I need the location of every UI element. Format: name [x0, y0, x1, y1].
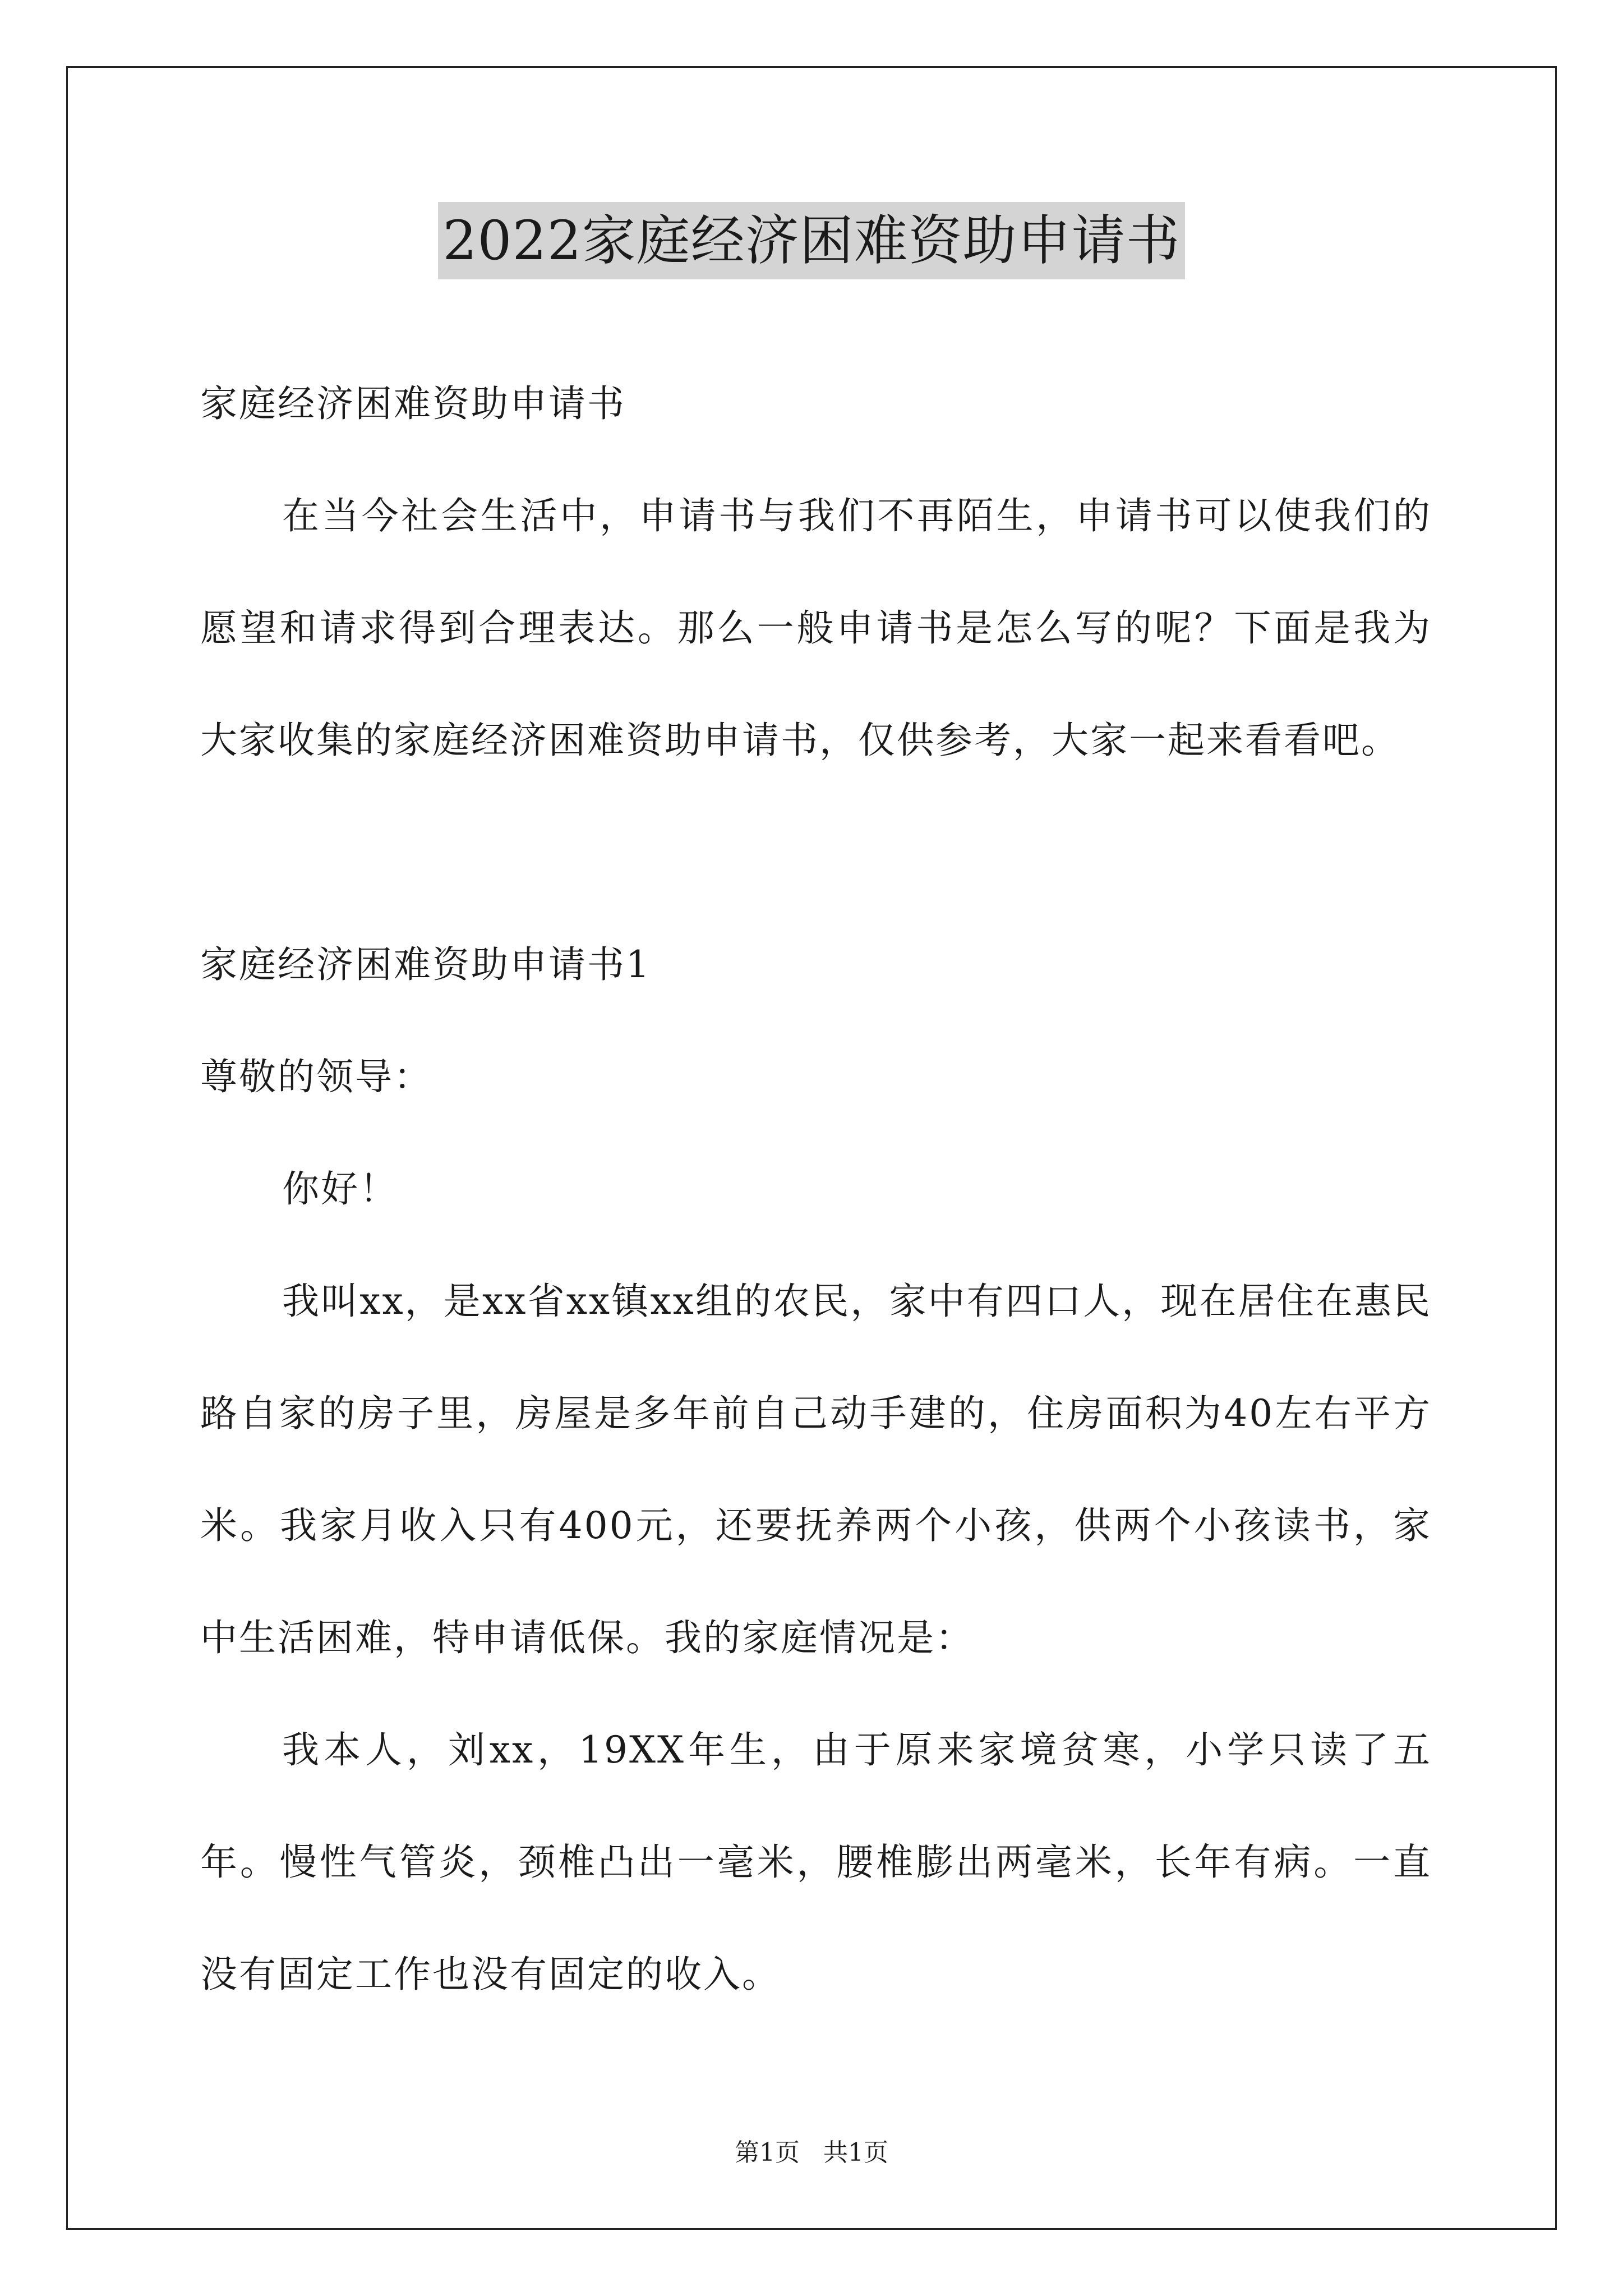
- title-container: [0, 202, 1623, 279]
- section-heading: 家庭经济困难资助申请书1: [200, 943, 651, 986]
- salutation: 尊敬的领导：: [200, 1055, 432, 1098]
- greeting: 你好！: [282, 1167, 398, 1211]
- intro-paragraph: 在当今社会生活中，申请书与我们不再陌生，申请书可以使我们的愿望和请求得到合理表达。那么一般申请书是怎么写的呢？下面是我为大家收集的家庭经济困难资助申请书，仅供参考，大家一起来看看吧。: [200, 494, 1432, 762]
- page-footer: 第1页 共1页: [735, 2138, 888, 2167]
- body-paragraph-self: 我本人，刘xx，19XX年生，由于原来家境贫寒，小学只读了五年。慢性气管炎，颈椎凸出一毫米，腰椎膨出两毫米，长年有病。一直没有固定工作也没有固定的收入。: [200, 1728, 1432, 1996]
- subtitle-line: 家庭经济困难资助申请书: [200, 382, 626, 425]
- document-body: [200, 348, 1432, 2031]
- body-paragraph-family: 我叫xx，是xx省xx镇xx组的农民，家中有四口人，现在居住在惠民路自家的房子里，房屋是多年前自己动手建的，住房面积为40左右平方米。我家月收入只有400元，还要抚养两个小孩，供两个小孩读书，家中生活困难，特申请低保。我的家庭情况是：: [200, 1280, 1432, 1659]
- paragraph-spacer: [200, 797, 1432, 909]
- document-title: 2022家庭经济困难资助申请书: [438, 202, 1184, 279]
